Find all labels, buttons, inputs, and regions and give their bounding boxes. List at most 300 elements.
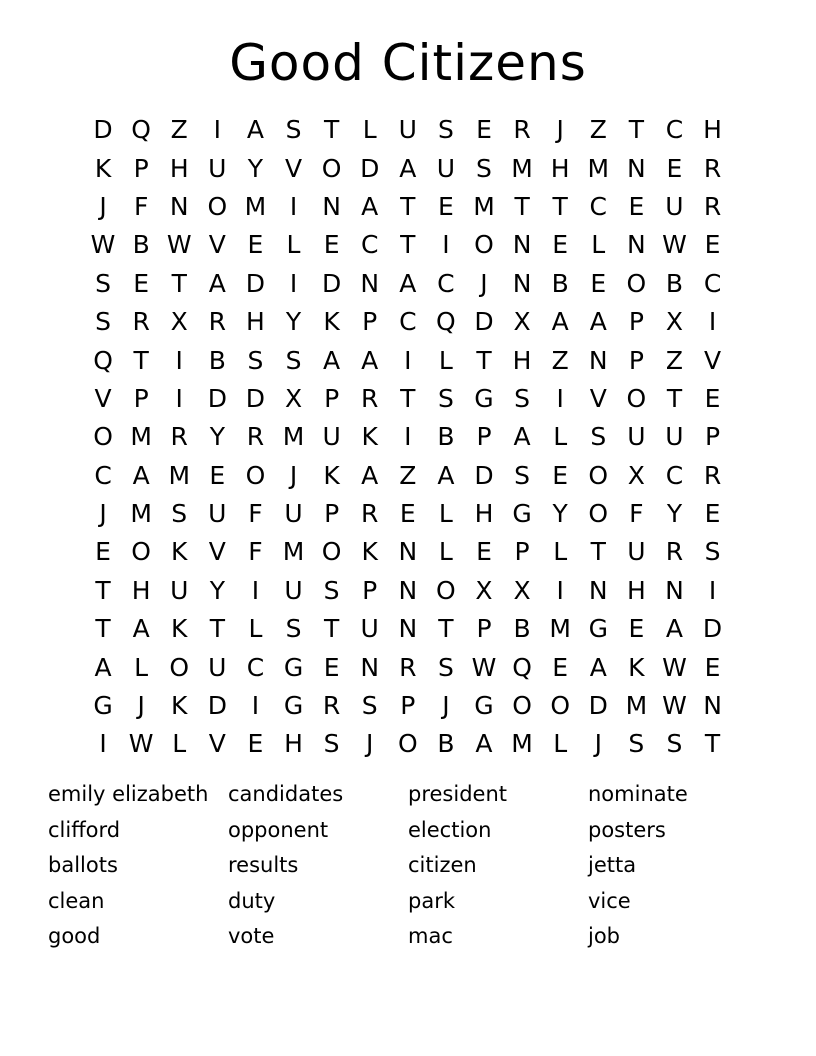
grid-letter: T — [438, 614, 454, 644]
page-title: Good Citizens — [229, 34, 587, 92]
grid-letter: R — [703, 191, 722, 221]
grid-letter: T — [400, 191, 416, 221]
grid-letter: D — [93, 115, 113, 145]
grid-letter: I — [556, 383, 564, 413]
grid-letter: I — [251, 575, 260, 605]
grid-letter: R — [399, 652, 417, 682]
word-list-item: posters — [588, 817, 666, 842]
grid-letter: L — [172, 729, 187, 759]
grid-letter: N — [322, 191, 341, 221]
grid-letter: C — [703, 268, 722, 298]
grid-letter: G — [283, 691, 304, 721]
grid-letter: Y — [552, 499, 568, 529]
grid-letter: A — [437, 460, 455, 490]
grid-letter: X — [170, 307, 188, 337]
grid-letter: A — [589, 307, 607, 337]
grid-letter: N — [360, 652, 380, 682]
word-list-item: vice — [588, 888, 631, 913]
grid-letter: U — [627, 422, 646, 452]
grid-letter: O — [321, 537, 342, 567]
grid-letter: T — [628, 115, 644, 145]
grid-letter: F — [248, 537, 263, 567]
word-list-item: job — [588, 924, 621, 948]
grid-letter: K — [628, 652, 645, 682]
word-list-item: opponent — [228, 817, 329, 842]
grid-letter: P — [476, 614, 492, 644]
grid-letter: Z — [170, 115, 188, 145]
grid-letter: U — [627, 537, 646, 567]
grid-letter: M — [244, 191, 267, 221]
grid-letter: Q — [131, 115, 151, 145]
grid-letter: S — [285, 115, 302, 145]
grid-letter: G — [474, 383, 494, 413]
grid-letter: T — [552, 191, 568, 221]
grid-letter: V — [284, 153, 303, 183]
grid-letter: P — [362, 307, 378, 337]
grid-letter: H — [246, 307, 265, 337]
grid-letter: B — [437, 729, 455, 759]
grid-letter: H — [550, 153, 570, 183]
grid-letter: C — [360, 230, 379, 260]
grid-row — [84, 303, 732, 341]
grid-letter: I — [404, 422, 412, 452]
grid-letter: U — [665, 422, 684, 452]
word-list-item: citizen — [408, 853, 477, 877]
grid-letter: K — [171, 691, 188, 721]
grid-letter: T — [95, 575, 111, 605]
grid-letter: O — [245, 460, 266, 490]
word-list-item: vote — [228, 924, 275, 948]
grid-row — [84, 418, 732, 456]
grid-row — [84, 188, 732, 226]
word-list-item: candidates — [228, 782, 344, 806]
grid-letter: S — [361, 691, 378, 721]
grid-letter: Q — [436, 307, 456, 337]
grid-letter: E — [704, 499, 721, 529]
grid-letter: B — [513, 614, 531, 644]
grid-letter: P — [514, 537, 530, 567]
grid-letter: A — [132, 614, 150, 644]
grid-letter: I — [708, 575, 717, 605]
grid-letter: V — [94, 383, 112, 413]
grid-letter: O — [131, 537, 151, 567]
word-list-item: emily elizabeth — [48, 782, 209, 806]
grid-letter: I — [708, 307, 717, 337]
grid-letter: H — [131, 575, 151, 605]
grid-row — [84, 533, 732, 571]
word-list-item: good — [48, 924, 101, 948]
grid-row — [84, 572, 732, 610]
grid-letter: J — [366, 729, 374, 759]
grid-letter: P — [476, 422, 492, 452]
grid-letter: S — [666, 729, 683, 759]
grid-letter: C — [665, 460, 684, 490]
grid-letter: C — [399, 307, 417, 337]
grid-row — [84, 380, 732, 418]
grid-letter: L — [553, 537, 568, 567]
grid-letter: K — [94, 153, 112, 183]
grid-letter: H — [703, 115, 722, 145]
grid-letter: G — [283, 652, 304, 682]
grid-letter: U — [284, 499, 303, 529]
grid-letter: R — [246, 422, 265, 452]
grid-letter: R — [361, 383, 379, 413]
grid-letter: S — [171, 499, 188, 529]
word-list-item: clean — [48, 888, 105, 913]
grid-letter: A — [323, 345, 341, 375]
grid-letter: A — [94, 652, 112, 682]
grid-letter: J — [99, 499, 107, 529]
grid-letter: A — [361, 460, 379, 490]
word-list-item: nominate — [588, 782, 688, 806]
grid-letter: B — [208, 345, 226, 375]
grid-letter: A — [665, 614, 683, 644]
grid-letter: N — [398, 614, 418, 644]
grid-letter: V — [208, 729, 226, 759]
grid-letter: O — [588, 460, 609, 490]
word-list-item: election — [408, 817, 492, 842]
grid-letter: C — [437, 268, 455, 298]
grid-letter: N — [398, 575, 418, 605]
grid-letter: Y — [285, 307, 302, 337]
grid-letter: S — [247, 345, 264, 375]
grid-letter: W — [90, 230, 116, 260]
grid-letter: M — [282, 422, 305, 452]
grid-row — [84, 341, 732, 379]
grid-letter: U — [208, 652, 227, 682]
grid-letter: N — [360, 268, 380, 298]
grid-letter: P — [628, 345, 644, 375]
word-list — [48, 777, 788, 955]
grid-letter: L — [362, 115, 377, 145]
grid-letter: Z — [399, 460, 417, 490]
grid-letter: H — [512, 345, 532, 375]
grid-letter: E — [476, 115, 492, 145]
grid-letter: J — [594, 729, 602, 759]
grid-letter: V — [208, 537, 226, 567]
grid-letter: M — [587, 153, 610, 183]
grid-letter: K — [361, 537, 378, 567]
grid-letter: J — [289, 460, 298, 490]
grid-letter: R — [665, 537, 684, 567]
grid-letter: H — [284, 729, 303, 759]
grid-letter: Z — [665, 345, 684, 375]
grid-letter: C — [94, 460, 112, 490]
grid-letter: U — [398, 115, 417, 145]
grid-letter: K — [171, 537, 188, 567]
grid-letter: W — [128, 729, 154, 759]
grid-letter: O — [321, 153, 342, 183]
grid-letter: V — [208, 230, 226, 260]
grid-letter: E — [323, 652, 340, 682]
grid-row — [84, 495, 732, 533]
word-list-item: president — [408, 782, 507, 806]
grid-letter: J — [556, 115, 564, 145]
grid-letter: B — [437, 422, 455, 452]
grid-letter: L — [438, 499, 453, 529]
grid-letter: Y — [247, 153, 264, 183]
grid-letter: E — [133, 268, 150, 298]
grid-letter: M — [625, 691, 648, 721]
grid-letter: R — [132, 307, 150, 337]
grid-letter: G — [512, 499, 532, 529]
grid-letter: T — [209, 614, 225, 644]
grid-letter: U — [436, 153, 456, 183]
word-search-grid — [84, 111, 732, 764]
grid-letter: D — [207, 383, 227, 413]
grid-letter: D — [207, 691, 227, 721]
grid-letter: U — [665, 191, 684, 221]
grid-letter: A — [246, 115, 264, 145]
grid-letter: O — [436, 575, 456, 605]
grid-letter: F — [629, 499, 644, 529]
grid-letter: P — [133, 153, 149, 183]
grid-letter: S — [514, 383, 531, 413]
grid-letter: D — [321, 268, 342, 298]
grid-letter: P — [324, 383, 340, 413]
grid-letter: E — [476, 537, 492, 567]
grid-letter: E — [552, 460, 569, 490]
grid-letter: N — [398, 537, 418, 567]
grid-row — [84, 226, 732, 264]
grid-letter: J — [137, 691, 145, 721]
grid-letter: D — [588, 691, 608, 721]
grid-letter: P — [362, 575, 378, 605]
grid-letter: E — [628, 191, 645, 221]
grid-letter: S — [590, 422, 607, 452]
grid-letter: E — [704, 652, 721, 682]
grid-letter: R — [170, 422, 188, 452]
grid-letter: S — [704, 537, 721, 567]
grid-letter: O — [93, 422, 113, 452]
grid-letter: S — [95, 268, 111, 298]
grid-letter: R — [322, 691, 341, 721]
grid-letter: M — [130, 499, 152, 529]
grid-letter: T — [400, 230, 416, 260]
grid-letter: A — [208, 268, 226, 298]
grid-letter: E — [323, 230, 340, 260]
grid-letter: P — [705, 422, 721, 452]
grid-letter: L — [134, 652, 149, 682]
grid-letter: C — [665, 115, 684, 145]
grid-letter: R — [703, 460, 722, 490]
grid-letter: E — [399, 499, 416, 529]
grid-letter: S — [437, 383, 454, 413]
grid-letter: O — [626, 383, 647, 413]
grid-letter: E — [552, 230, 569, 260]
grid-letter: O — [626, 268, 647, 298]
grid-letter: A — [399, 268, 417, 298]
grid-letter: T — [133, 345, 149, 375]
grid-letter: X — [513, 575, 531, 605]
grid-letter: L — [591, 230, 606, 260]
grid-letter: K — [171, 614, 188, 644]
grid-letter: A — [399, 153, 417, 183]
grid-letter: D — [474, 307, 494, 337]
grid-letter: B — [132, 230, 150, 260]
grid-letter: I — [442, 230, 450, 260]
grid-letter: I — [289, 191, 298, 221]
grid-letter: G — [93, 691, 113, 721]
grid-letter: E — [95, 537, 111, 567]
grid-letter: L — [286, 230, 301, 260]
grid-letter: Y — [209, 575, 225, 605]
grid-letter: S — [437, 652, 454, 682]
grid-letter: T — [514, 191, 530, 221]
grid-letter: H — [474, 499, 494, 529]
grid-letter: S — [285, 614, 302, 644]
grid-row — [84, 610, 732, 648]
grid-letter: N — [512, 230, 532, 260]
grid-row — [84, 265, 732, 303]
grid-letter: U — [284, 575, 303, 605]
grid-letter: N — [665, 575, 684, 605]
grid-letter: J — [99, 191, 107, 221]
grid-letter: D — [360, 153, 380, 183]
grid-letter: I — [251, 691, 260, 721]
grid-letter: W — [662, 652, 687, 682]
grid-letter: U — [208, 499, 227, 529]
grid-letter: I — [213, 115, 222, 145]
grid-letter: I — [556, 575, 564, 605]
grid-letter: L — [553, 729, 568, 759]
grid-letter: A — [551, 307, 569, 337]
grid-letter: D — [702, 614, 723, 644]
grid-letter: N — [627, 230, 646, 260]
grid-letter: U — [322, 422, 341, 452]
grid-row — [84, 725, 732, 763]
grid-letter: X — [475, 575, 493, 605]
grid-letter: O — [207, 191, 228, 221]
grid-letter: W — [662, 691, 687, 721]
grid-letter: I — [175, 383, 183, 413]
grid-letter: M — [511, 153, 533, 183]
grid-letter: Y — [666, 499, 683, 529]
word-list-item: duty — [228, 888, 276, 913]
grid-letter: N — [588, 345, 608, 375]
grid-letter: W — [166, 230, 192, 260]
grid-letter: E — [590, 268, 607, 298]
grid-letter: H — [626, 575, 646, 605]
word-list-item: results — [228, 853, 299, 877]
grid-letter: R — [208, 307, 227, 337]
grid-letter: F — [133, 191, 149, 221]
grid-letter: S — [285, 345, 302, 375]
grid-letter: L — [553, 422, 568, 452]
grid-letter: A — [589, 652, 607, 682]
grid-letter: P — [133, 383, 149, 413]
grid-letter: C — [589, 191, 607, 221]
grid-letter: S — [437, 115, 454, 145]
grid-row — [84, 687, 732, 725]
grid-letter: I — [175, 345, 183, 375]
grid-letter: F — [248, 499, 263, 529]
grid-letter: M — [511, 729, 533, 759]
grid-letter: S — [323, 729, 340, 759]
grid-letter: O — [550, 691, 571, 721]
word-list-item: clifford — [48, 817, 121, 842]
grid-letter: G — [588, 614, 608, 644]
grid-letter: I — [99, 729, 107, 759]
word-list-item: mac — [408, 924, 453, 948]
grid-letter: L — [248, 614, 263, 644]
grid-letter: J — [442, 691, 450, 721]
grid-letter: E — [437, 191, 454, 221]
grid-letter: U — [208, 153, 227, 183]
grid-letter: P — [400, 691, 416, 721]
grid-letter: K — [361, 422, 378, 452]
grid-letter: J — [480, 268, 488, 298]
grid-letter: A — [475, 729, 493, 759]
grid-letter: O — [588, 499, 609, 529]
grid-letter: O — [397, 729, 418, 759]
grid-letter: K — [323, 460, 340, 490]
grid-letter: N — [169, 191, 189, 221]
grid-letter: N — [627, 153, 646, 183]
grid-letter: E — [209, 460, 226, 490]
grid-letter: T — [590, 537, 606, 567]
grid-letter: I — [289, 268, 298, 298]
grid-letter: D — [474, 460, 494, 490]
grid-letter: W — [662, 230, 687, 260]
grid-letter: P — [628, 307, 644, 337]
grid-letter: W — [471, 652, 497, 682]
grid-letter: S — [95, 307, 111, 337]
grid-letter: S — [514, 460, 531, 490]
grid-letter: V — [703, 345, 722, 375]
word-list-item: ballots — [48, 853, 118, 877]
grid-letter: B — [551, 268, 569, 298]
grid-letter: U — [360, 614, 379, 644]
grid-letter: I — [404, 345, 412, 375]
grid-letter: T — [400, 383, 416, 413]
grid-letter: M — [130, 422, 152, 452]
grid-letter: X — [665, 307, 684, 337]
grid-letter: X — [627, 460, 645, 490]
grid-row — [84, 111, 732, 149]
grid-letter: O — [512, 691, 532, 721]
grid-letter: X — [284, 383, 303, 413]
grid-letter: Q — [93, 345, 113, 375]
grid-letter: R — [361, 499, 379, 529]
grid-letter: U — [170, 575, 189, 605]
grid-letter: T — [323, 115, 340, 145]
grid-letter: E — [666, 153, 683, 183]
grid-letter: G — [474, 691, 494, 721]
grid-letter: D — [245, 268, 266, 298]
grid-letter: E — [247, 230, 264, 260]
grid-letter: A — [361, 191, 379, 221]
grid-letter: O — [474, 230, 494, 260]
grid-letter: E — [704, 383, 721, 413]
word-list-item: park — [408, 888, 455, 913]
grid-letter: T — [95, 614, 111, 644]
grid-letter: K — [323, 307, 340, 337]
grid-letter: A — [513, 422, 531, 452]
grid-letter: T — [704, 729, 721, 759]
grid-letter: A — [132, 460, 150, 490]
grid-letter: T — [171, 268, 187, 298]
grid-letter: Z — [589, 115, 607, 145]
grid-row — [84, 457, 732, 495]
grid-letter: Q — [512, 652, 532, 682]
grid-letter: R — [513, 115, 531, 145]
grid-letter: M — [168, 460, 191, 490]
grid-letter: R — [703, 153, 722, 183]
grid-letter: E — [552, 652, 569, 682]
word-list-item: jetta — [588, 853, 637, 877]
grid-letter: N — [588, 575, 608, 605]
